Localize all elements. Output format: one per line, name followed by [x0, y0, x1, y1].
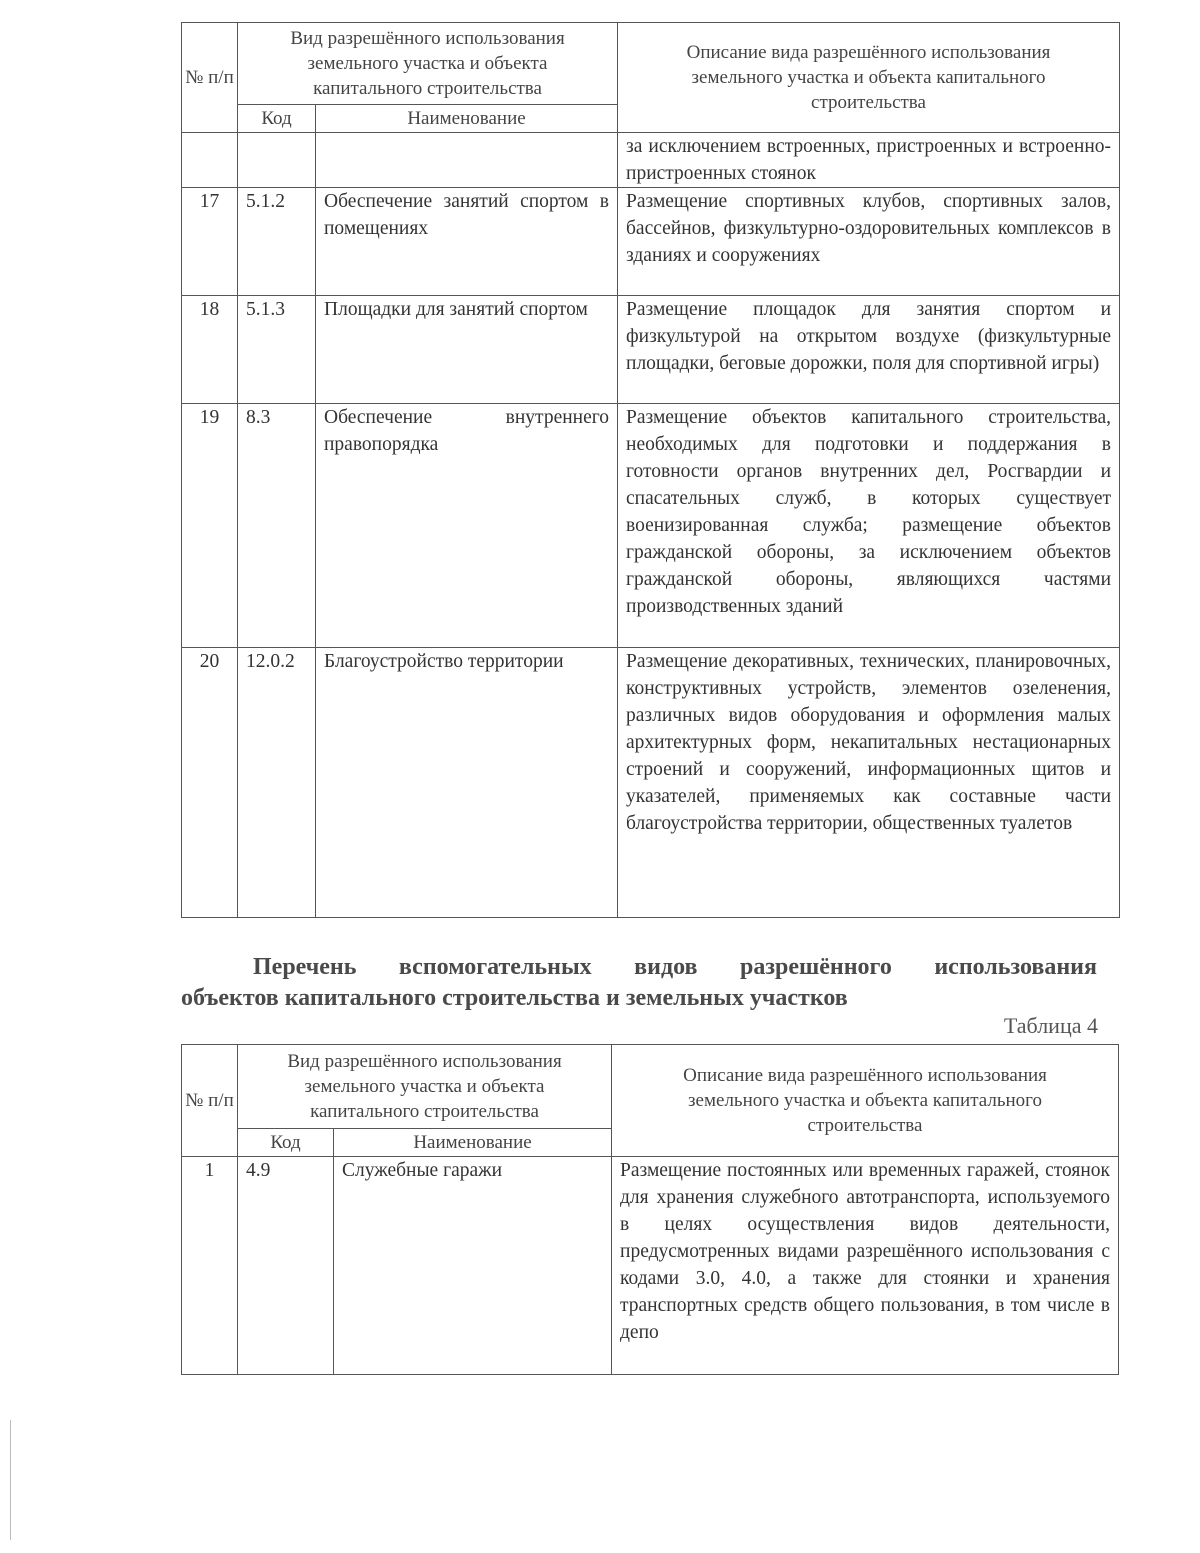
table-row: [182, 188, 1120, 296]
table-row: [182, 1157, 1119, 1375]
row-code: 4.9: [238, 1157, 334, 1375]
section-heading-line-1: Перечень вспомогательных видов разрешённого использования: [253, 954, 1097, 980]
header-code: Код: [238, 1129, 334, 1157]
row-name: Служебные гаражи: [334, 1157, 612, 1375]
row-description: Размещение декоративных, технических, планировочных, конструктивных устройств, элементов озеленения, различных видов оборудования и оформления малых архитектурных форм, некапитальных нестационарных строений и сооружений, информационных щитов и указателей, применяемых как составные части благоустройства территории, общественных туалетов: [618, 648, 1120, 918]
header-description: Описание вида разрешённого использования земельного участка и объекта капитального строительства: [612, 1045, 1119, 1157]
row-code: [238, 133, 316, 188]
header-use-type: Вид разрешённого использования земельного участка и объекта капитального строительства: [238, 1045, 612, 1129]
row-num: 18: [182, 296, 238, 404]
row-description: Размещение площадок для занятия спортом и физкультурой на открытом воздухе (физкультурные площадки, беговые дорожки, поля для спортивной игры): [618, 296, 1120, 404]
row-num: 20: [182, 648, 238, 918]
header-use-type: Вид разрешённого использования земельного участка и объекта капитального строительства: [238, 23, 618, 105]
row-num: [182, 133, 238, 188]
section-heading-line-2: объектов капитального строительства и земельных участков: [181, 985, 848, 1011]
row-description: Размещение объектов капитального строительства, необходимых для подготовки и поддержания в готовности органов внутренних дел, Росгвардии и спасательных служб, в которых существует военизированная служба; размещение объектов гражданской обороны, за исключением объектов гражданской обороны, являющихся частями производственных зданий: [618, 404, 1120, 648]
row-name: Обеспечение внутреннего правопорядка: [316, 404, 618, 648]
row-description: Размещение постоянных или временных гаражей, стоянок для хранения служебного автотранспорта, используемого в целях осуществления видов деятельности, предусмотренных видами разрешённого использования с кодами 3.0, 4.0, а также для стоянки и хранения транспортных средств общего пользования, в том числе в депо: [612, 1157, 1119, 1375]
table-row: [182, 404, 1120, 648]
row-code: 5.1.2: [238, 188, 316, 296]
header-num: № п/п: [182, 23, 238, 133]
header-description: Описание вида разрешённого использования земельного участка и объекта капитального строительства: [618, 23, 1120, 133]
row-num: 17: [182, 188, 238, 296]
row-name: Площадки для занятий спортом: [316, 296, 618, 404]
header-name: Наименование: [334, 1129, 612, 1157]
row-name: Обеспечение занятий спортом в помещениях: [316, 188, 618, 296]
header-name: Наименование: [316, 105, 618, 133]
row-description: за исключением встроенных, пристроенных и встроенно-пристроенных стоянок: [618, 133, 1120, 188]
header-code: Код: [238, 105, 316, 133]
row-code: 12.0.2: [238, 648, 316, 918]
table-caption: Таблица 4: [1003, 1013, 1098, 1038]
section-heading: [181, 952, 1097, 1014]
land-use-table-continuation: [181, 22, 1120, 918]
auxiliary-land-use-table: [181, 1044, 1119, 1375]
table-row: [182, 133, 1120, 188]
row-code: 8.3: [238, 404, 316, 648]
scan-margin-mark: [10, 1420, 11, 1540]
row-code: 5.1.3: [238, 296, 316, 404]
row-num: 1: [182, 1157, 238, 1375]
row-name: Благоустройство территории: [316, 648, 618, 918]
row-num: 19: [182, 404, 238, 648]
header-num: № п/п: [182, 1045, 238, 1157]
row-description: Размещение спортивных клубов, спортивных залов, бассейнов, физкультурно-оздоровительных комплексов в зданиях и сооружениях: [618, 188, 1120, 296]
row-name: [316, 133, 618, 188]
table-row: [182, 296, 1120, 404]
table-row: [182, 648, 1120, 918]
